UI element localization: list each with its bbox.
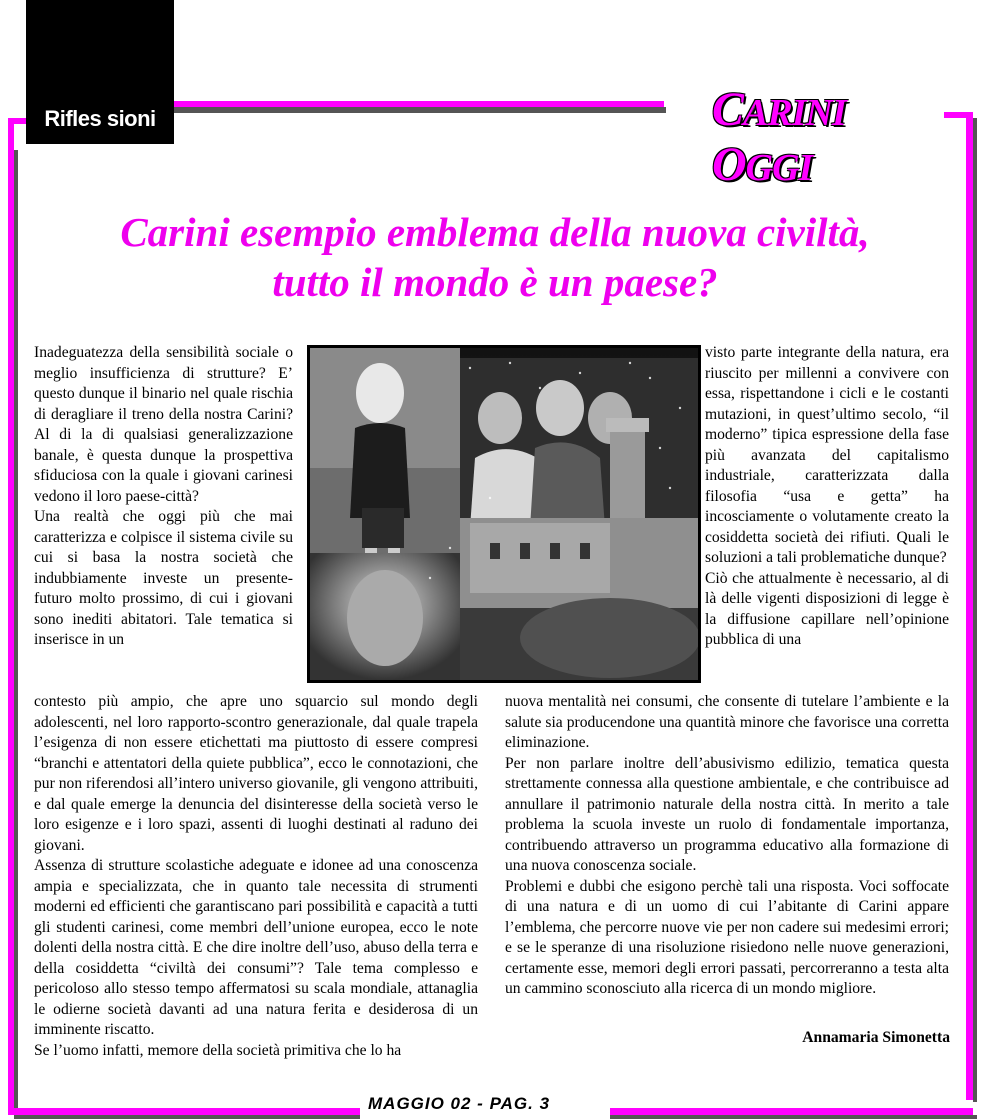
frame-left-top: [8, 118, 26, 124]
photo-collage: [307, 345, 701, 683]
article-column-left: [34, 343, 293, 651]
paragraph: contesto più ampio, che apre uno squarcio sul mondo degli adolescenti, nel loro rapporto-scontro generazionale, dal quale trapela l’esigenza di non essere etichettati ma piuttosto di essere compresi “branchi e attentatori della quiete pubblica”, ecco le connotazioni, che pur non riferendosi all’intero universo giovanile, gli vengono attribuiti, e dal quale emerge la denuncia del disinteresse della società verso le loro esigenze e i loro spazi, assenti di luoghi destinati al raduno dei giovani.: [34, 693, 478, 854]
masthead-o: O: [712, 138, 746, 191]
photo-collage-image: [310, 348, 698, 680]
page-footer: [360, 1092, 610, 1120]
section-tab: [26, 0, 174, 144]
masthead-arini: ARINI: [743, 92, 846, 134]
paragraph: Ciò che attualmente è necessario, al di là delle vigenti disposizioni di legge è la diffusione capillare nell’opinione pubblica di una: [705, 569, 949, 648]
article-column-right-top: [705, 343, 949, 651]
author-signature: Annamaria Simonetta: [802, 1029, 950, 1046]
masthead-c: C: [712, 83, 744, 136]
frame-top-left: [174, 101, 664, 107]
frame-left-shadow: [14, 150, 18, 1115]
frame-right: [966, 112, 973, 1100]
headline-line-2: tutto il mondo è un paese?: [272, 259, 718, 305]
frame-right-shadow: [973, 118, 977, 1102]
headline: [40, 207, 950, 307]
article-column-wide-right: [505, 692, 949, 1000]
article-column-wide-left: [34, 692, 478, 1061]
frame-left: [8, 118, 14, 1115]
paragraph: Per non parlare inoltre dell’abusivismo edilizio, tematica questa strettamente connessa alla questione ambientale, e che contribuisce ad annullare il patrimonio naturale della nostra città. In merito a tale problema la scuola investe un ruolo di fondamentale importanza, contribuendo attraverso un programma educativo alla formazione di una nuova conoscenza sociale.: [505, 754, 949, 874]
headline-line-1: Carini esempio emblema della nuova civiltà,: [120, 209, 870, 255]
frame-top-left-shadow: [174, 107, 666, 113]
paragraph: visto parte integrante della natura, era riuscito per millenni a convivere con essa, rispettandone i cicli e le costanti mutazioni, in quest’ultimo secolo, “il moderno” tipica espressione della fase più avanzata del capitalismo industriale, caratterizzata dalla filosofia “usa e getta” ha incosciamente o volutamente creato la cosiddetta società dei rifiuti. Quali le soluzioni a tali problematiche dunque?: [705, 344, 949, 566]
masthead-logo: [712, 82, 952, 191]
paragraph: Inadeguatezza della sensibilità sociale o meglio insufficienza di strutture? E’ questo dunque il binario nel quale rischia di deragliare il treno della nostra Carini? Al di la di qualsiasi generalizzazione banale, è questa dunque la prospettiva sfiduciosa con la quale i giovani carinesi vedono il loro paese-città?: [34, 344, 293, 505]
paragraph: Se l’uomo infatti, memore della società primitiva che lo ha: [34, 1041, 402, 1059]
masthead-ggi: GGI: [745, 147, 813, 189]
paragraph: nuova mentalità nei consumi, che consente di tutelare l’ambiente e la salute sia producendone una quantità minore che favorisce una corretta eliminazione.: [505, 693, 949, 751]
paragraph: Una realtà che oggi più che mai caratterizza e colpisce il sistema civile su cui si basa la nostra società che indubbiamente investe un presente-futuro molto prossimo, di cui i giovani sono inediti abitatori. Tale tematica si inserisce in un: [34, 508, 293, 648]
paragraph: Assenza di strutture scolastiche adeguate e idonee ad una conoscenza ampia e specializzata, che in quanto tale necessita di strumenti moderni ed efficienti che garantiscano pari possibilità e capacità a tutti gli studenti carinesi, come membri dell’unione europea, ecco le note dolenti della nostra città. E che dire inoltre dell’uso, abuso della terra e della cosiddetta “civiltà dei consumi”? Tale tema complesso e pericoloso allo stesso tempo affermatosi su scala mondiale, attanaglia le odierne società davanti ad una natura ferita e desiderosa di un imminente riscatto.: [34, 857, 478, 1038]
section-label: Rifles sioni: [44, 106, 156, 131]
paragraph: Problemi e dubbi che esigono perchè tali una risposta. Voci soffocate di una natura e di un uomo di cui l’abitante di Carini appare l’emblema, che percorre nuove vie per non cadere sui medesimi errori; e se le speranze di una risoluzione risiedono nelle nuove generazioni, certamente esse, memori degli errori passati, percorreranno a testa alta un cammino sconosciuto alla ricerca di un mondo migliore.: [505, 877, 949, 997]
footer-text: MAGGIO 02 - PAG. 3: [368, 1094, 551, 1113]
